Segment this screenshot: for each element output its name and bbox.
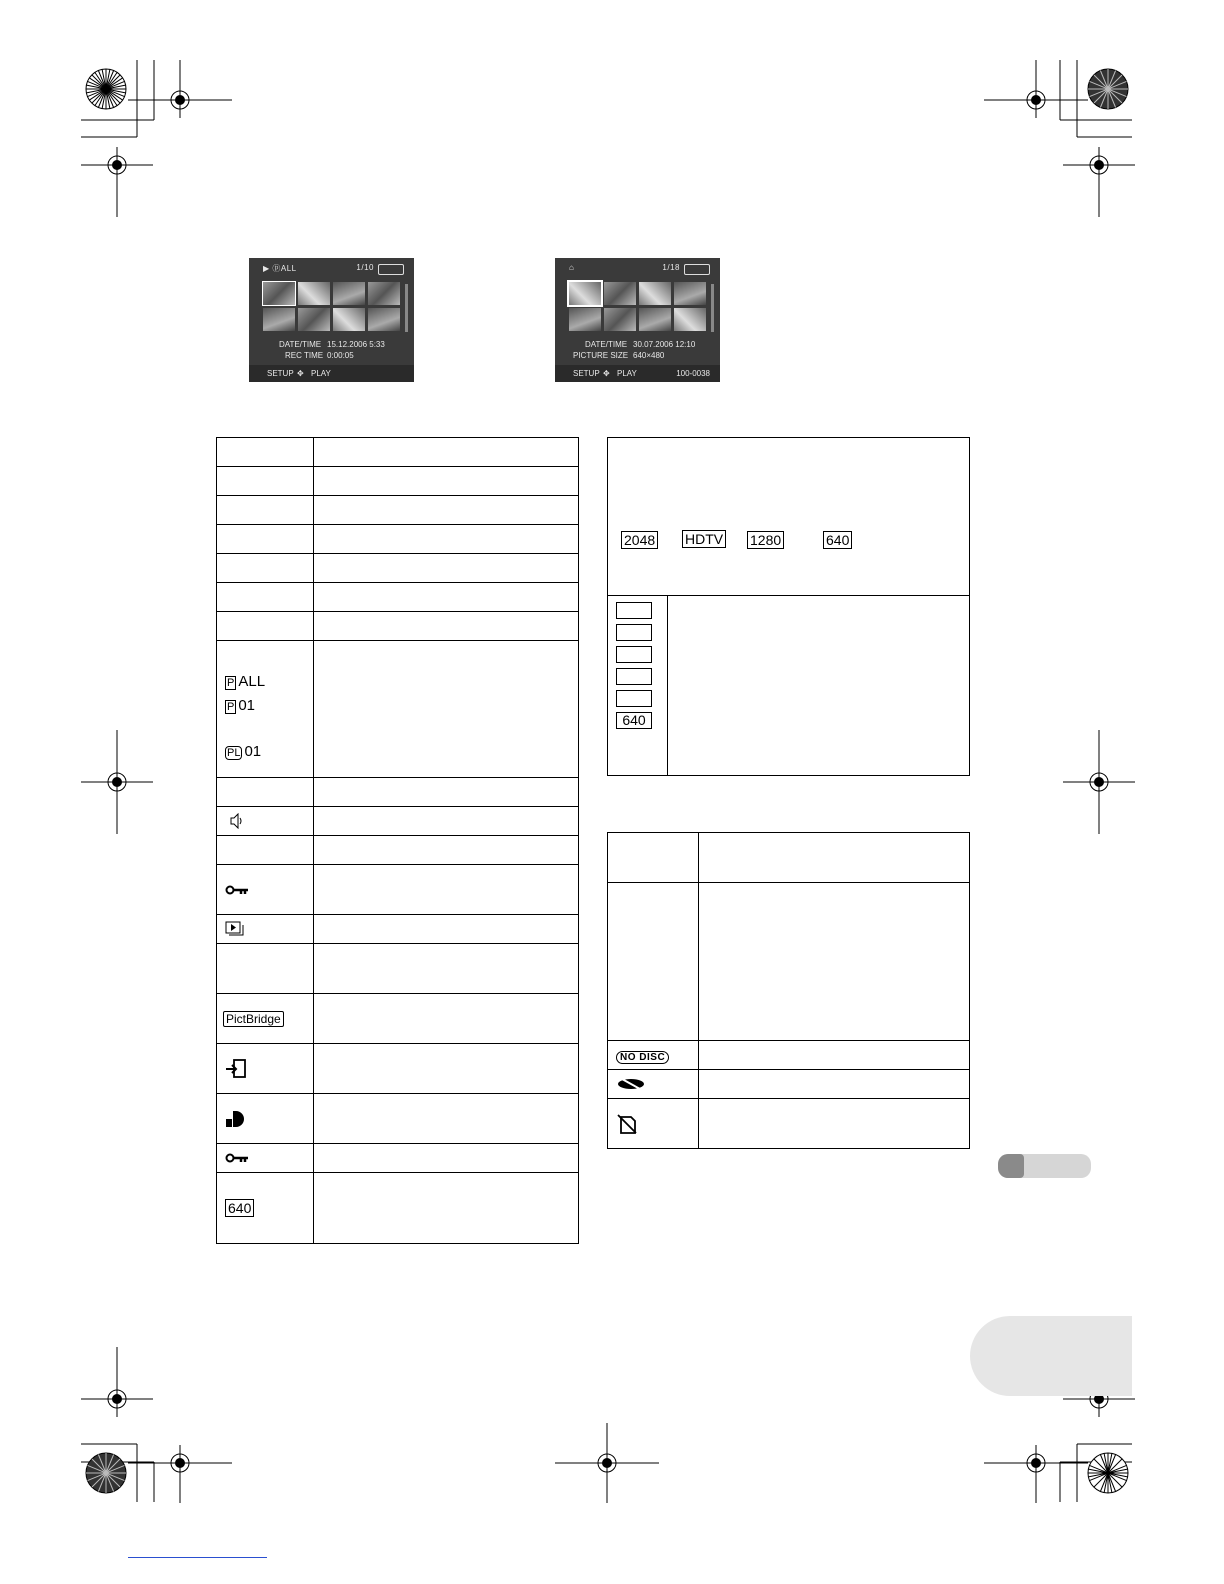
counter: 1/18 (662, 263, 680, 272)
thumbnail (604, 282, 636, 305)
table-cell (313, 641, 578, 778)
table-cell (313, 1173, 578, 1244)
table-cell (217, 612, 314, 641)
table-cell (608, 883, 699, 1041)
play-label: PLAY (617, 369, 637, 378)
play-01-indicator (225, 697, 313, 743)
p-icon: P (227, 701, 235, 713)
table-cell (217, 944, 314, 994)
table-cell (313, 994, 578, 1044)
screen-footer (249, 365, 414, 382)
battery-icon (378, 264, 404, 275)
thumbnail-grid (569, 282, 707, 332)
thumbnail (569, 308, 601, 331)
picture-size-table (607, 437, 970, 776)
thumbnail (263, 308, 295, 331)
thumbnail (639, 282, 671, 305)
thumbnail (604, 308, 636, 331)
table-cell (313, 467, 578, 496)
table-cell (698, 883, 969, 1041)
size-stack-cell (608, 596, 668, 776)
screen-header (249, 258, 414, 280)
table-cell (217, 583, 314, 612)
protect-cell (217, 1144, 314, 1173)
playlist-01-label: 01 (244, 743, 262, 760)
transfer-cell (217, 1044, 314, 1094)
pictbridge-icon: PictBridge (223, 1011, 284, 1027)
picture-mode-icon: ⌂ (569, 263, 575, 272)
play-label: PLAY (311, 369, 331, 378)
date-time-value: 30.07.2006 12:10 (633, 340, 696, 349)
setup-label: SETUP (267, 369, 294, 378)
table-cell (313, 1144, 578, 1173)
thumbnail (639, 308, 671, 331)
table-cell (698, 1099, 969, 1149)
page-number-area (970, 1316, 1132, 1396)
size-box (616, 668, 652, 685)
thumbnail (298, 282, 330, 305)
picture-size-value: 640×480 (633, 351, 665, 360)
size-1280-icon: 1280 (747, 531, 784, 549)
thumbnail (333, 308, 365, 331)
no-disc-icon: NO DISC (616, 1051, 669, 1064)
date-time-label: DATE/TIME (585, 340, 628, 349)
play-01-label: 01 (238, 697, 256, 714)
screen-footer (555, 365, 720, 382)
date-time-label: DATE/TIME (279, 340, 322, 349)
size-box (616, 624, 652, 641)
rec-time-label: REC TIME (285, 351, 324, 360)
table-cell (217, 525, 314, 554)
key-icon (225, 884, 249, 896)
setup-label: SETUP (573, 369, 600, 378)
picture-size-cell (217, 1173, 314, 1244)
play-all-label: ALL (238, 673, 266, 690)
rec-time-value: 0:00:05 (327, 351, 354, 360)
footer-rule (128, 1557, 267, 1558)
joystick-icon: ✥ (297, 369, 304, 378)
size-options-cell (608, 438, 970, 596)
thumbnail (674, 282, 706, 305)
date-time-value: 15.12.2006 5:33 (327, 340, 385, 349)
table-cell (698, 1041, 969, 1070)
playlist-icon: PL (227, 747, 241, 759)
thumbnail (298, 308, 330, 331)
table-cell (313, 583, 578, 612)
table-cell (313, 915, 578, 944)
size-640-icon: 640 (616, 712, 652, 729)
play-all-indicator (225, 673, 313, 697)
dpof-icon (225, 1110, 245, 1128)
play-mode-cell (217, 641, 314, 778)
size-640-icon: 640 (225, 1199, 254, 1217)
battery-icon (684, 264, 710, 275)
thumbnail (368, 308, 400, 331)
table-cell (313, 865, 578, 915)
table-cell (217, 438, 314, 467)
table-cell (313, 807, 578, 836)
play-mode-label: ▶ ⓟALL (263, 264, 297, 273)
left-indications-table (216, 437, 579, 1244)
playlist-01-indicator (225, 743, 313, 760)
card-error-cell (608, 1099, 699, 1149)
card-warning-icon (616, 1113, 638, 1135)
pictbridge-cell (217, 994, 314, 1044)
table-cell (217, 778, 314, 807)
picture-size-label: PICTURE SIZE (573, 351, 629, 360)
size-box (616, 690, 652, 707)
screen-header (555, 258, 720, 280)
table-cell (313, 1094, 578, 1144)
table-cell (313, 554, 578, 583)
warning-table (607, 832, 970, 1149)
table-cell (313, 1044, 578, 1094)
thumbnail (368, 282, 400, 305)
thumbnail (674, 308, 706, 331)
section-tab-marker (998, 1154, 1024, 1178)
size-hdtv-icon: HDTV (682, 530, 726, 548)
table-cell (217, 554, 314, 583)
playback-screen-video (249, 258, 414, 382)
size-box (616, 602, 652, 619)
table-cell (217, 496, 314, 525)
slideshow-cell (217, 915, 314, 944)
transfer-icon (225, 1059, 247, 1079)
table-cell (313, 525, 578, 554)
folder-number: 100-0038 (676, 369, 710, 378)
table-cell (698, 1070, 969, 1099)
protect-cell (217, 865, 314, 915)
disc-error-cell (608, 1070, 699, 1099)
table-cell (217, 836, 314, 865)
table-cell (313, 438, 578, 467)
no-disc-cell (608, 1041, 699, 1070)
counter: 1/10 (356, 263, 374, 272)
thumbnail (263, 282, 295, 305)
playback-screen-pictures (555, 258, 720, 382)
table-cell (313, 778, 578, 807)
table-cell (698, 833, 969, 883)
dpof-cell (217, 1094, 314, 1144)
size-box (616, 646, 652, 663)
thumbnail (333, 282, 365, 305)
table-cell (667, 596, 969, 776)
table-cell (313, 836, 578, 865)
joystick-icon: ✥ (603, 369, 610, 378)
table-cell (313, 496, 578, 525)
scrollbar (405, 284, 408, 332)
scrollbar (711, 284, 714, 332)
speaker-icon (229, 813, 243, 829)
p-icon: P (227, 677, 235, 689)
volume-cell (217, 807, 314, 836)
size-640-icon: 640 (823, 531, 852, 549)
size-2048-icon: 2048 (621, 531, 658, 549)
table-cell (608, 833, 699, 883)
thumbnail (569, 282, 601, 305)
table-cell (313, 612, 578, 641)
key-icon (225, 1152, 249, 1164)
table-cell (313, 944, 578, 994)
table-cell (217, 467, 314, 496)
section-tab (998, 1154, 1091, 1178)
disc-warning-icon (616, 1077, 646, 1091)
thumbnail-grid (263, 282, 401, 332)
slideshow-icon (225, 921, 245, 937)
